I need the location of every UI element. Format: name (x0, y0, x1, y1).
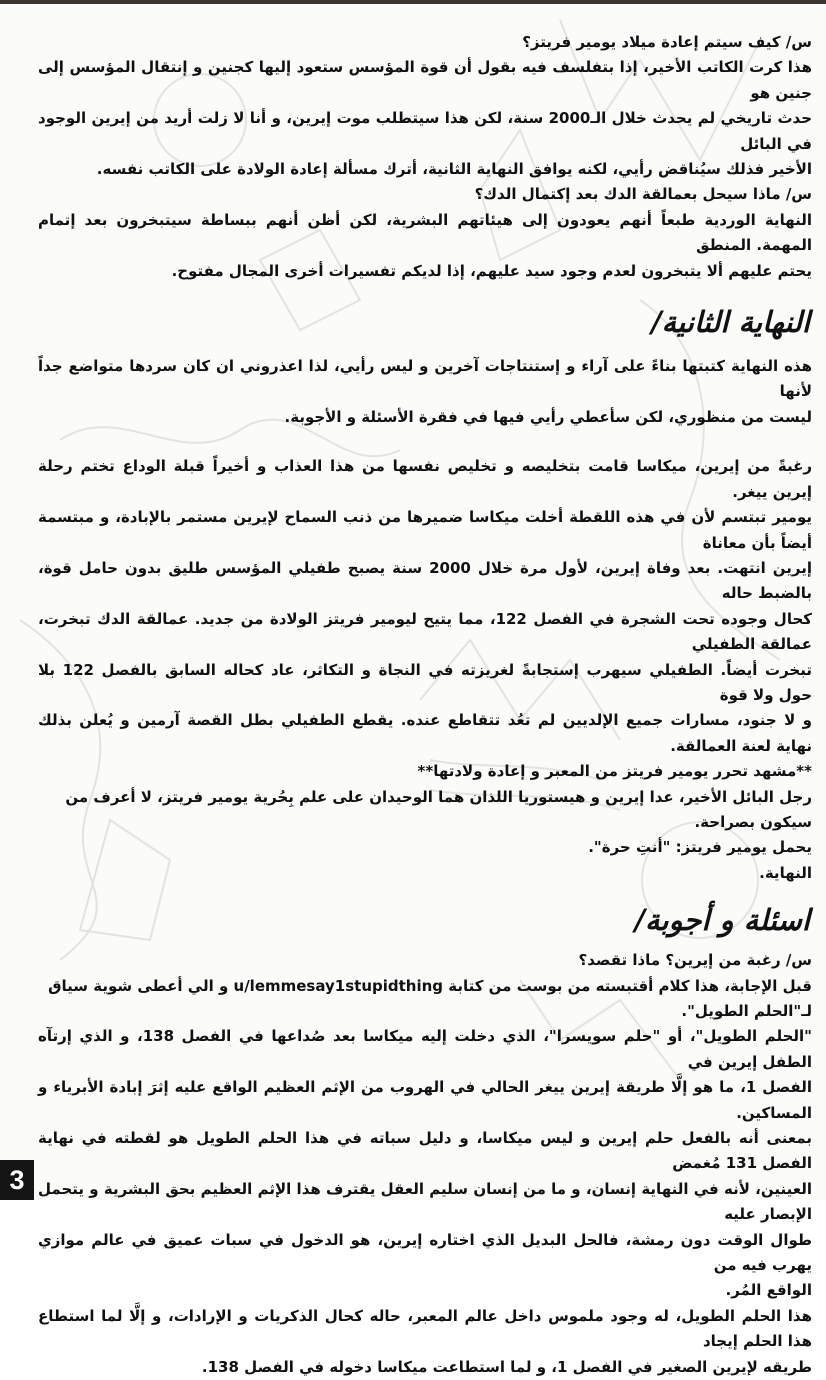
paragraph-line: سيكون بصراحة. (694, 812, 812, 831)
paragraph-line: قبل الإجابة، هذا كلام أقتبسته من بوست من كتابة u/lemmesay1stupidthing و الي أعطى شوية سياق (48, 976, 812, 995)
question-eren-wish: س/ رغبة من إيرين؟ ماذا تقصد؟ (578, 951, 812, 970)
paragraph-line: إيرين انتهت. بعد وفاة إيرين، لأول مرة خلال 2000 سنة يصبح طفيلي المؤسس طليق بدون حامل قوة، بالضبط حاله (38, 558, 812, 603)
paragraph-line: هذه النهاية كتبتها بناءً على آراء و إستنتاجات آخرين و ليس رأيي، لذا اعذروني ان كان سردها متواضع جداً لأنها (38, 357, 812, 401)
paragraph-line: بمعنى أنه بالفعل حلم إيرين و ليس ميكاسا، و دليل سباته في هذا الحلم الطويل هو لقطته في نهاية الفصل 131 مُغمض (38, 1129, 812, 1173)
paragraph-line: "الحلم الطويل"، أو "حلم سويسرا"، الذي دخلت إليه ميكاسا بعد صُداعها في الفصل 138، و الذي إرتآه الطفل إيرين في (38, 1027, 812, 1071)
paragraph-line: الواقع المُر. (725, 1281, 812, 1300)
paragraph-line: الأخير فذلك سيُناقض رأيي، لكنه يوافق النهاية الثانية، أترك مسألة إعادة الولادة على الكاتب نفسه. (96, 160, 812, 179)
question-rebirth-ymir: س/ كيف سيتم إعادة ميلاد يومير فريتز؟ (522, 33, 812, 51)
the-end-line: النهاية. (759, 863, 812, 882)
scene-note: **مشهد تحرر يومير فريتز من المعبر و إعادة ولادتها** (417, 762, 812, 781)
question-rumbling-titans: س/ ماذا سيحل بعمالقة الدك بعد إكتمال الدك؟ (474, 185, 812, 204)
spacer (38, 430, 812, 454)
top-border-strip (0, 0, 826, 4)
paragraph-line: النهاية الوردية طبعاً أنهم يعودون إلى هيئاتهم البشرية، لكن أظن أنهم ببساطة سيتبخرون بعد إتمام المهمة. المنطق (38, 210, 812, 255)
paragraph-line: طريقه لإيرين الصغير في الفصل 1، و لما استطاعت ميكاسا دخوله في الفصل 138. (201, 1357, 812, 1376)
paragraph-line: العينين، لأنه في النهاية إنسان، و ما من إنسان سليم العقل يقترف هذا الإثم العظيم بحق البشرية و يتحمل الإبصار عليه (38, 1179, 812, 1224)
paragraph-line: هذا الحلم الطويل، له وجود ملموس داخل عالم المعبر، حاله كحال الذكريات و الإرادات، و إلَّا لما استطاع هذا الحلم إيجاد (38, 1306, 812, 1351)
paragraph-line: لـ"الحلم الطويل". (681, 1002, 812, 1020)
paragraph-line: حدث تاريخي لم يحدث خلال الـ2000 سنة، لكن هذا سيتطلب موت إيرين، و أنا لا زلت أريد من إيرين الوجود في البائل (38, 109, 812, 153)
paragraph-line: طوال الوقت دون رمشة، فالحل البديل الذي اختاره إيرين، هو الدخول في سبات عميق في عالم موازي يهرب فيه من (38, 1230, 812, 1275)
section-heading-qa: اسئلة و أجوبة/ (634, 903, 810, 938)
paragraph-line: يحتم عليهم ألا يتبخرون لعدم وجود سيد عليهم، إذا لديكم تفسيرات أخرى المجال مفتوح. (171, 261, 812, 280)
quote-line: يحمل يومير فريتز: "أنتِ حرة". (588, 838, 812, 857)
paragraph-line: تبخرت أيضاً. الطفيلي سيهرب إستجابةً لغريزته في النجاة و التكاثر، عاد كحاله السابق بالفصل 122 بلا حول ولا قوة (38, 660, 812, 704)
paragraph-line: رغبةً من إيرين، ميكاسا قامت بتخليصه و تخليص نفسها من هذا العذاب و أخيراً قبلة الوداع تختم رحلة إيرين ييغر. (38, 457, 812, 501)
paragraph-line: ليست من منظوري، لكن سأعطي رأيي فيها في فقرة الأسئلة و الأجوبة. (284, 407, 812, 426)
second-ending-body (38, 454, 812, 886)
paragraph-line: الفصل 1، ما هو إلَّا طريقة إيرين ييغر الحالي في الهروب من الإثم العظيم الواقع عليه إثرَ إبادة الأبرياء و المساكين. (38, 1078, 812, 1122)
section-heading-second-ending: النهاية الثانية/ (650, 305, 810, 340)
paragraph-line: يومير تبتسم لأن في هذه اللقطة أخلت ميكاسا ضميرها من ذنب السماح لإيرين مستمر بالإبادة، و مبتسمة أيضاً بأن معاناة (38, 508, 812, 552)
qa-section-body (38, 948, 812, 1380)
qa-intro-block (38, 30, 812, 284)
paragraph-line: و لا جنود، مسارات جميع الإلديين لم تعُد تتقاطع عنده. يقطع الطفيلي بطل القصة آرمين و يُعلن بذلك نهاية لعنة العمالقة. (38, 711, 812, 755)
page-number: 3 (0, 1160, 34, 1200)
paragraph-line: هذا كرت الكاتب الأخير، إذا بتفلسف فيه بقول أن قوة المؤسس ستعود إليها كجنين و إنتقال المؤسس إلى جنين هو (38, 58, 812, 102)
paragraph-line: كحال وجوده تحت الشجرة في الفصل 122، مما يتيح ليومير فريتز الولادة من جديد. عمالقة الدك تبخرت، عمالقة الطفيلي (38, 609, 812, 654)
paragraph-line: رجل البائل الأخير، عدا إيرين و هيستوريا اللذان هما الوحيدان على علم بِحُرية يومير فريتز، لا أعرف من (65, 787, 812, 806)
article-body (38, 30, 812, 1380)
second-ending-intro (38, 354, 812, 430)
